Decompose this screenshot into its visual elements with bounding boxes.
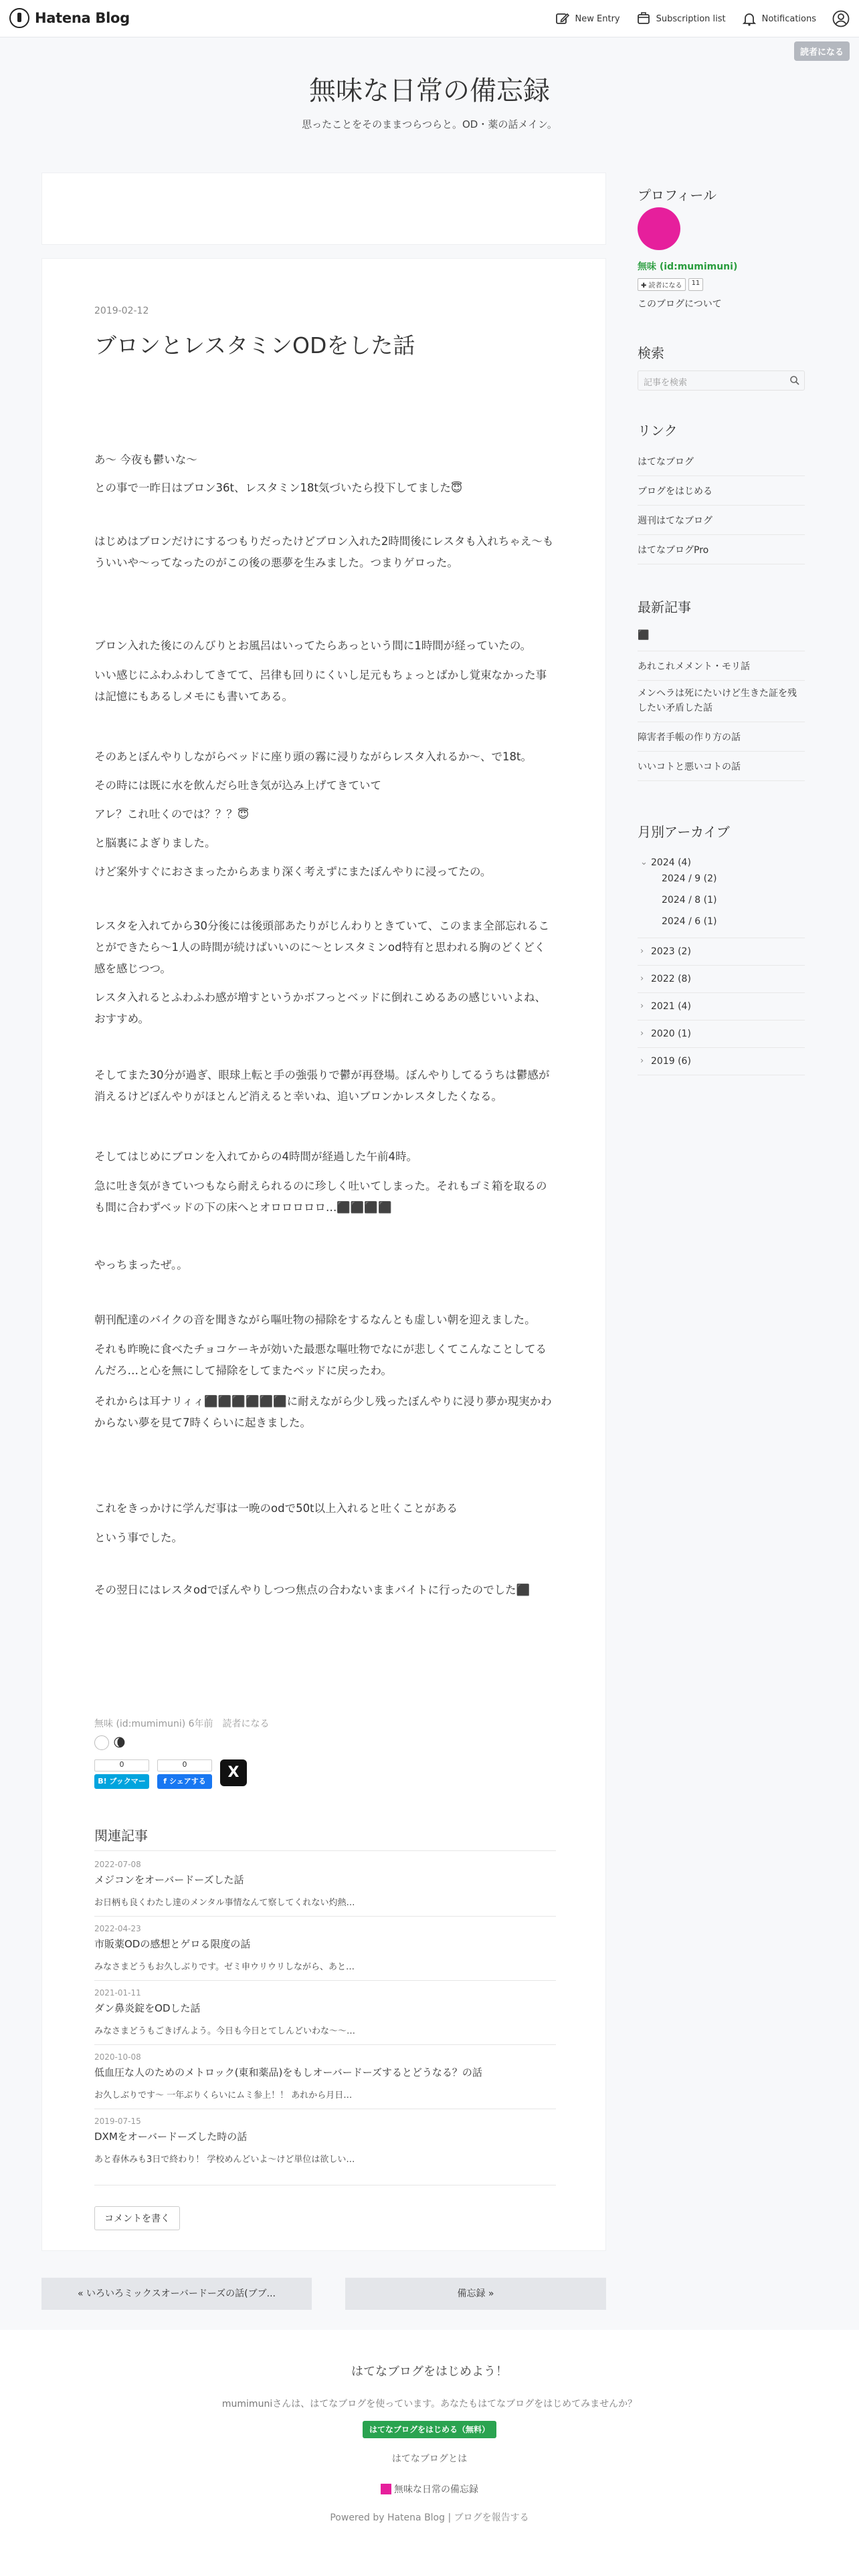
entry-paragraph: と脳裏によぎりました。 (94, 837, 216, 849)
entry-paragraph: そしてまた30分が過ぎ、眼球上転と手の強張りで鬱が再登場。ぼんやりしてるうちは鬱感が消えるけどぼんやりがほとんど消えると幸いね、追いブロンかレスタしたくなる。 (94, 1069, 550, 1103)
facebook-share[interactable] (157, 1759, 212, 1789)
global-header (0, 0, 859, 37)
entry-paragraph: 急に吐き気がきていつもなら耐えられるのに珍しく吐いてしまった。それもゴミ箱を取るのも間に合わずベッドの下の床へとオロロロロロ…⬛⬛⬛⬛ (94, 1180, 547, 1214)
related-item[interactable] (94, 2052, 556, 2101)
entry-paragraph: はじめはブロンだけにするつもりだったけどブロン入れた2時間後にレスタも入れちゃえ〜もういいや〜ってなったのがこの後の悪夢を生みました。つまりゲロった。 (94, 535, 554, 569)
footer-blog-name[interactable]: 無味な日常の備忘録 (394, 2484, 478, 2495)
hatena-blog-logo[interactable] (9, 8, 130, 28)
bookmark-count: 0 (94, 1759, 149, 1772)
archive-year[interactable] (638, 1021, 805, 1048)
related-date: 2020-10-08 (94, 2052, 141, 2062)
entry-paragraph: これをきっかけに学んだ事は一晩のodで50t以上入れると吐くことがある (94, 1502, 458, 1515)
recent-item[interactable]: あれこれメメント・モリ話 (638, 651, 805, 681)
user-menu-button[interactable] (832, 10, 850, 27)
entry-paragraph: けど案外すぐにおさまったからあまり深く考えずにまたぼんやりに浸ってたの。 (94, 865, 492, 878)
pencil-icon (555, 11, 570, 26)
related-date: 2022-07-08 (94, 1860, 141, 1869)
reader-badges (638, 278, 703, 291)
archive-year-label[interactable]: 2021 (4) (651, 1001, 691, 1012)
entry-paragraph: との事で一昨日はブロン36t、レスタミン18t気づいたら投下してました😇 (94, 481, 463, 494)
subscription-list-button[interactable] (636, 11, 726, 26)
archive-year[interactable] (638, 1048, 805, 1075)
reader-count: 11 (688, 278, 704, 291)
related-date: 2019-07-15 (94, 2117, 141, 2126)
related-date: 2021-01-11 (94, 1988, 141, 1998)
divider (94, 1850, 556, 1851)
sidebar-link[interactable]: 週刊はてなブログ (638, 506, 805, 535)
related-item[interactable] (94, 1924, 556, 1972)
facebook-count: 0 (157, 1759, 212, 1772)
archive-year-label[interactable]: 2020 (1) (651, 1029, 691, 1039)
entry-paragraph: レスタ入れるとふわふわ感が増すというかボフっとベッドに倒れこめるあの感じいいよね、おすすめ。 (94, 991, 547, 1025)
archive-year-label[interactable]: 2023 (2) (651, 946, 691, 957)
chevron-right-icon[interactable]: › (640, 1029, 644, 1039)
related-title[interactable]: DXMをオーバードーズした時の話 (94, 2131, 248, 2143)
related-title[interactable]: 市販薬ODの感想とゲロる限度の話 (94, 1938, 251, 1950)
links-heading: リンク (638, 423, 678, 439)
notifications-button[interactable] (742, 11, 816, 26)
sidebar-link[interactable]: はてなブログ (638, 447, 805, 476)
subscription-icon (636, 11, 651, 26)
star-area (94, 1735, 126, 1750)
user-icon (832, 10, 850, 27)
archive-month[interactable]: 2024 / 6 (1) (662, 916, 717, 927)
entry-paragraph: それからは耳ナリィィ⬛⬛⬛⬛⬛⬛に耐えながら少し残ったぼんやりに浸り夢か現実かわからない夢を見て7時くらいに起きました。 (94, 1395, 552, 1429)
footer-text: mumimuniさんは、はてなブログを使っています。あなたもはてなブログをはじめてみませんか？ (221, 2399, 638, 2409)
entry-author-meta[interactable]: 無味 (id:mumimuni) 6年前 読者になる (94, 1719, 270, 1729)
logo-text: Hatena Blog (35, 10, 130, 26)
entry-paragraph: ブロン入れた後にのんびりとお風呂はいってたらあっという間に1時間が経っていたの。 (94, 639, 532, 652)
related-item[interactable] (94, 1988, 556, 2036)
share-buttons (94, 1759, 247, 1800)
entry-paragraph: レスタを入れてから30分後には後頭部あたりがじんわりときていて、このまま全部忘れることができたら〜1人の時間が続けばいいのに〜とレスタミンod特有と思われる胸のどくどく感を感じつつ。 (94, 920, 550, 975)
powered-by[interactable]: Powered by Hatena Blog | ブログを報告する (330, 2512, 529, 2523)
entry-paragraph: その時には既に水を飲んだら吐き気が込み上げてきていて (94, 779, 381, 792)
x-share-button[interactable]: X (220, 1759, 247, 1786)
footer-blog-link[interactable] (0, 2482, 859, 2496)
reader-badge-button[interactable]: ✚ 読者になる (638, 278, 686, 291)
recent-item[interactable]: いいコトと悪いコトの話 (638, 752, 805, 781)
header-nav (555, 0, 850, 37)
start-blog-button[interactable]: はてなブログをはじめる（無料） (363, 2421, 496, 2438)
facebook-share-button[interactable]: f シェアする (157, 1774, 212, 1789)
related-snippet: みなさまどうもお久しぶりです。ゼミ申ウリウリしながら、あと… (94, 1962, 355, 1972)
divider (94, 1916, 556, 1917)
entry-date[interactable]: 2019-02-12 (94, 306, 149, 316)
recent-item[interactable]: メンヘラは死にたいけど生きた証を残したい矛盾した話 (638, 681, 805, 722)
ad-area (41, 173, 606, 245)
reader-button[interactable]: 読者になる (794, 41, 850, 61)
entry-paragraph: あ〜 今夜も鬱いな〜 (94, 453, 197, 466)
chevron-right-icon[interactable]: › (640, 1001, 644, 1011)
related-date: 2022-04-23 (94, 1924, 141, 1933)
archive-list (638, 849, 805, 1075)
sidebar-link[interactable]: はてなブログPro (638, 535, 805, 564)
recent-list (638, 622, 805, 781)
blog-title[interactable]: 無味な日常の備忘録 (309, 76, 550, 106)
chevron-right-icon[interactable]: › (640, 946, 644, 956)
archive-heading: 月別アーカイブ (638, 824, 730, 840)
search-input[interactable] (638, 370, 805, 391)
search-icon[interactable] (789, 375, 800, 386)
chevron-right-icon[interactable]: › (640, 1056, 644, 1066)
divider (94, 2044, 556, 2045)
entry-title[interactable]: ブロンとレスタミンODをした話 (94, 332, 415, 358)
archive-month[interactable]: 2024 / 9 (2) (662, 873, 717, 884)
related-title[interactable]: 低血圧な人のためのメトロック(東和薬品)をもしオーバードーズするとどうなる？の話 (94, 2066, 482, 2078)
entry-article (41, 258, 606, 2251)
notifications-label: Notifications (761, 13, 816, 24)
entry-paragraph: という事でした。 (94, 1531, 183, 1544)
recent-heading: 最新記事 (638, 599, 691, 615)
bell-icon (742, 11, 757, 26)
search-placeholder: 記事を検索 (644, 378, 688, 388)
archive-month[interactable]: 2024 / 8 (1) (662, 895, 717, 905)
recent-item[interactable]: 障害者手帳の作り方の話 (638, 722, 805, 752)
search-heading: 検索 (638, 345, 664, 361)
archive-year[interactable] (638, 993, 805, 1021)
entry-paragraph: そしてはじめにブロンを入れてからの4時間が経過した午前4時。 (94, 1150, 417, 1163)
chevron-right-icon[interactable]: › (640, 974, 644, 984)
archive-year-label[interactable]: 2024 (4) (651, 857, 691, 868)
related-item[interactable] (94, 1860, 556, 1908)
entry-paragraph: それも昨晩に食べたチョコケーキが効いた最悪な嘔吐物でなにが悲しくてこんなことしてるんだろ…と心を無にして掃除をしてまたベッドに戻ったわ。 (94, 1343, 547, 1377)
profile-avatar[interactable] (638, 207, 680, 250)
entry-paragraph: 朝刊配達のバイクの音を聞きながら嘔吐物の掃除をするなんとも虚しい朝を迎えました。 (94, 1313, 536, 1326)
footer-heading: はてなブログをはじめよう！ (351, 2365, 508, 2379)
blog-description: 思ったことをそのままつらつらと。OD・薬の話メイン。 (302, 118, 557, 130)
links-list (638, 447, 805, 564)
write-comment-button[interactable]: コメントを書く (94, 2206, 180, 2230)
archive-year-label[interactable]: 2022 (8) (651, 974, 691, 984)
entry-paragraph: その翌日にはレスタodでぼんやりしつつ焦点の合わないままバイトに行ったのでした⬛ (94, 1584, 531, 1596)
about-hatena-link[interactable]: はてなブログとは (391, 2454, 468, 2464)
related-snippet: お日柄も良くわたし達のメンタル事情なんて察してくれない灼熱… (94, 1898, 355, 1908)
recent-item[interactable]: ⬛ (638, 622, 805, 651)
user-avatar-icon[interactable]: 🌘 (113, 1735, 126, 1750)
related-heading: 関連記事 (94, 1828, 148, 1844)
archive-year-label[interactable]: 2019 (6) (651, 1056, 691, 1067)
new-entry-button[interactable] (555, 11, 620, 26)
divider (94, 1980, 556, 1981)
related-item[interactable] (94, 2117, 556, 2165)
related-snippet: みなさまどうもごきげんよう。今日も今日とてしんどいわな〜〜… (94, 2026, 356, 2036)
bookmark-button[interactable]: B! ブックマーク (94, 1774, 149, 1789)
profile-heading: プロフィール (638, 187, 717, 203)
related-title[interactable]: メジコンをオーバードーズした話 (94, 1874, 244, 1886)
entry-paragraph: アレ？これ吐くのでは？？？😇 (94, 808, 250, 821)
subscription-list-label: Subscription list (656, 13, 726, 24)
sidebar-link[interactable]: ブログをはじめる (638, 476, 805, 506)
hatena-bookmark-share[interactable] (94, 1759, 149, 1800)
related-snippet: お久しぶりです〜 一年ぶりくらいにムミ参上！！ あれから月日… (94, 2090, 353, 2101)
chevron-down-icon[interactable]: ⌄ (640, 857, 648, 867)
prev-entry-link[interactable]: « いろいろミックスオーバードーズの話(ブブ... (41, 2278, 312, 2310)
entry-paragraph: いい感じにふわふわしてきてて、呂律も回りにくいし足元もちょっとばかし覚束なかった事は記憶にもあるしメモにも書いてある。 (94, 669, 547, 703)
related-snippet: あと春休みも3日で終わり！ 学校めんどいよ〜けど単位は欲しい… (94, 2155, 355, 2165)
add-star-icon[interactable] (94, 1735, 109, 1750)
hatena-logo-icon (9, 8, 29, 28)
entry-paragraph: そのあとぼんやりしながらベッドに座り頭の霧に浸りながらレスタ入れるか〜、で18t。 (94, 750, 532, 763)
blog-icon (381, 2484, 391, 2494)
archive-year[interactable] (638, 966, 805, 993)
about-blog-link[interactable]: このブログについて (638, 299, 722, 310)
footer (0, 2330, 859, 2576)
profile-name[interactable]: 無味 (id:mumimuni) (638, 261, 738, 272)
archive-year[interactable] (638, 938, 805, 966)
entry-paragraph: やっちまったぜ。。 (94, 1259, 188, 1271)
archive-year-open[interactable] (638, 849, 805, 938)
next-entry-link[interactable]: 備忘録 » (345, 2278, 606, 2310)
new-entry-label: New Entry (575, 13, 620, 24)
related-title[interactable]: ダン鼻炎錠をODした話 (94, 2002, 201, 2014)
